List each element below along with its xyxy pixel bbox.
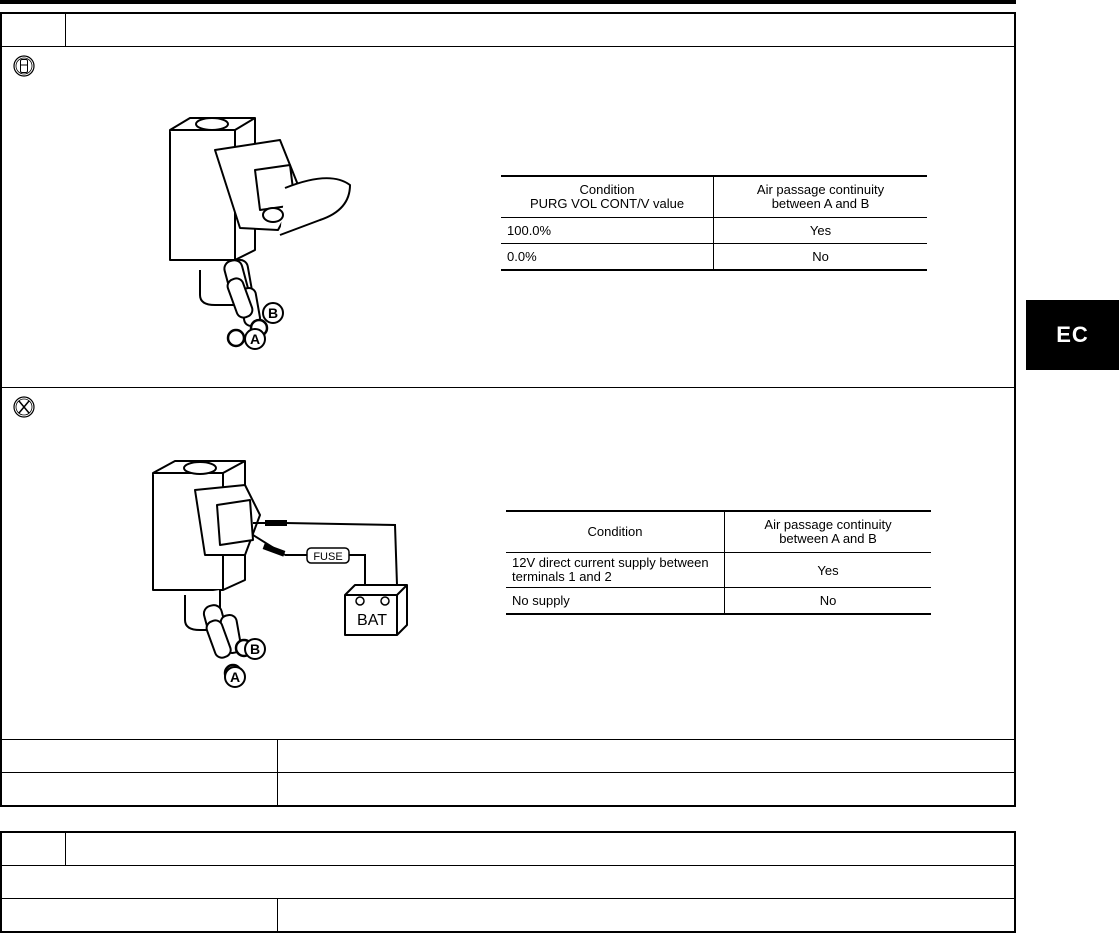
table-row <box>501 218 927 244</box>
header-divider-lower <box>2 865 1014 866</box>
header-continuity: Air passage continuity between A and B <box>756 181 885 211</box>
spec-table-on <box>501 175 927 271</box>
battery-label: BAT <box>357 612 387 629</box>
table-header-row <box>506 511 931 553</box>
section-divider <box>2 387 1014 388</box>
inspection-box-lower <box>0 831 1016 933</box>
purge-valve-illustration-off <box>145 455 415 690</box>
port-label-a-on: A <box>244 328 266 350</box>
cell-condition: 12V direct current supply between terminals 1 and 2 <box>506 553 725 588</box>
table-row <box>501 244 927 271</box>
step-number-divider-lower <box>65 833 66 865</box>
result-row-divider-2 <box>2 772 1014 773</box>
header-condition: Condition <box>506 511 725 553</box>
cell-result: No <box>819 593 837 608</box>
top-rule <box>0 0 1016 4</box>
port-label-b-on: B <box>262 302 284 324</box>
purge-valve-illustration-on <box>160 110 360 350</box>
spec-table-off <box>506 510 931 615</box>
lower-row-divider <box>2 898 1014 899</box>
cell-condition: 100.0% <box>501 218 714 244</box>
cell-condition: No supply <box>506 588 725 615</box>
port-label-b-off: B <box>244 638 266 660</box>
fuse-label: FUSE <box>313 551 343 563</box>
table-row <box>506 553 931 588</box>
section-tab-label: EC <box>1056 322 1089 347</box>
section-tab <box>1026 300 1119 370</box>
table-header-row <box>501 176 927 218</box>
header-divider-upper <box>2 46 1014 47</box>
result-column-divider <box>277 740 278 805</box>
step-number-divider-upper <box>65 14 66 46</box>
header-continuity: Air passage continuity between A and B <box>764 516 892 546</box>
lower-column-divider <box>277 899 278 931</box>
cell-result: Yes <box>817 562 839 578</box>
table-row <box>506 588 931 615</box>
port-label-a-off: A <box>224 666 246 688</box>
ignition-off-icon <box>12 395 36 419</box>
header-condition: Condition PURG VOL CONT/V value <box>501 176 714 218</box>
cell-result: Yes <box>809 223 832 238</box>
cell-condition: 0.0% <box>501 244 714 271</box>
ignition-on-icon <box>12 54 36 78</box>
cell-result: No <box>812 249 829 264</box>
result-row-divider-1 <box>2 739 1014 740</box>
